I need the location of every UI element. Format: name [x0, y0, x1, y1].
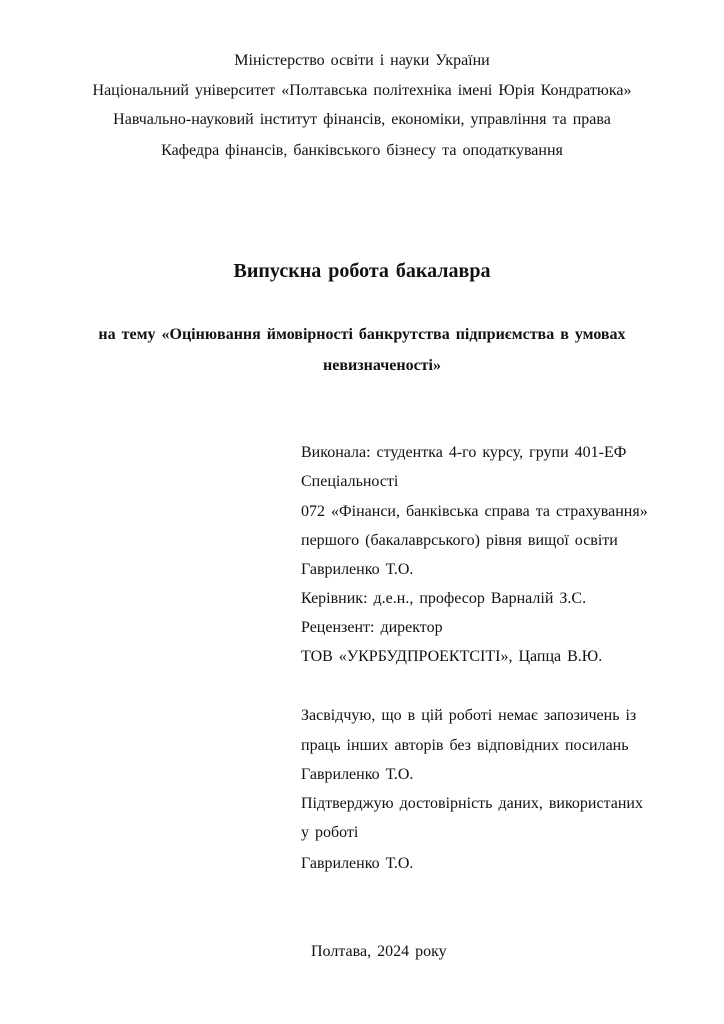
- declaration-line-1: Засвідчую, що в цій роботі немає запозичень із: [301, 707, 637, 724]
- author-line: Виконала: студентка 4-го курсу, групи 401-ЕФ: [301, 444, 627, 461]
- reviewer-label: Рецензент: директор: [301, 619, 443, 636]
- university-line: Національний університет «Полтавська політехніка імені Юрія Кондратюка»: [92, 82, 632, 99]
- specialty-name: 072 «Фінанси, банківська справа та страхування»: [301, 503, 648, 520]
- declaration-signature-1: Гавриленко Т.О.: [301, 766, 414, 783]
- topic-line-1: на тему «Оцінювання ймовірності банкрутства підприємства в умовах: [98, 326, 626, 343]
- reviewer-name: ТОВ «УКРБУДПРОЕКТСІТІ», Цапца В.Ю.: [301, 648, 603, 665]
- author-name: Гавриленко Т.О.: [301, 561, 414, 578]
- department-line: Кафедра фінансів, банківського бізнесу та оподаткування: [161, 142, 563, 159]
- topic-line-2: невизначеності»: [323, 357, 441, 374]
- document-title: Випускна робота бакалавра: [233, 260, 491, 282]
- confirmation-line-1: Підтверджую достовірність даних, використаних: [301, 795, 643, 812]
- city-year: Полтава, 2024 року: [311, 943, 447, 960]
- declaration-line-2: праць інших авторів без відповідних посилань: [301, 737, 629, 754]
- confirmation-signature: Гавриленко Т.О.: [301, 855, 414, 872]
- specialty-label: Спеціальності: [301, 473, 399, 490]
- confirmation-line-2: у роботі: [301, 824, 359, 841]
- supervisor-line: Керівник: д.е.н., професор Варналій З.С.: [301, 590, 587, 607]
- ministry-line: Міністерство освіти і науки України: [234, 52, 490, 69]
- education-level: першого (бакалаврського) рівня вищої освіти: [301, 532, 618, 549]
- institute-line: Навчально-науковий інститут фінансів, економіки, управління та права: [113, 111, 611, 128]
